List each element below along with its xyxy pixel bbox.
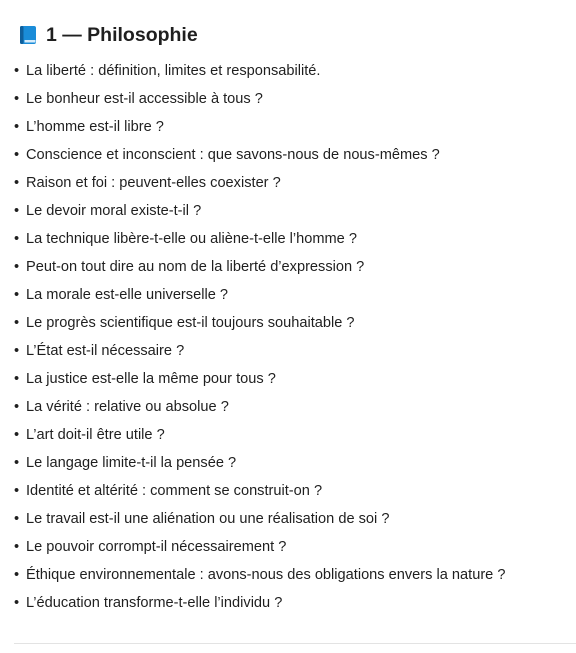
list-item [14,253,505,281]
topic-list [14,57,505,617]
list-item-text: La justice est-elle la même pour tous ? [26,371,276,387]
list-item-text: Le travail est-il une aliénation ou une réalisation de soi ? [26,511,390,527]
bullet-point: • [14,203,20,219]
list-item-text: La liberté : définition, limites et responsabilité. [26,63,321,79]
list-item [14,533,505,561]
list-item [14,309,505,337]
list-item-text: La technique libère-t-elle ou aliène-t-elle l’homme ? [26,231,357,247]
bullet-point: • [14,399,20,415]
bullet-point: • [14,119,20,135]
list-item-text: Peut-on tout dire au nom de la liberté d’expression ? [26,259,365,275]
list-item-text: Le bonheur est-il accessible à tous ? [26,91,263,107]
list-item [14,197,505,225]
bullet-point: • [14,315,20,331]
list-item-text: La vérité : relative ou absolue ? [26,399,229,415]
list-item [14,141,505,169]
bullet-point: • [14,427,20,443]
list-item-text: Le pouvoir corrompt-il nécessairement ? [26,539,287,555]
list-item-text: L’art doit-il être utile ? [26,427,165,443]
bullet-point: • [14,511,20,527]
list-item-text: La morale est-elle universelle ? [26,287,228,303]
list-item-text: Identité et altérité : comment se construit-on ? [26,483,323,499]
bullet-point: • [14,343,20,359]
list-item [14,225,505,253]
bullet-point: • [14,259,20,275]
bullet-point: • [14,287,20,303]
bullet-point: • [14,91,20,107]
list-item [14,393,505,421]
list-item [14,449,505,477]
section-heading [19,22,198,48]
list-item-text: Le progrès scientifique est-il toujours souhaitable ? [26,315,355,331]
list-item [14,365,505,393]
bullet-point: • [14,595,20,611]
list-item-text: Le langage limite-t-il la pensée ? [26,455,237,471]
list-item [14,281,505,309]
bullet-point: • [14,567,20,583]
bullet-point: • [14,147,20,163]
bullet-point: • [14,539,20,555]
divider [14,643,576,644]
list-item-text: Éthique environnementale : avons-nous des obligations envers la nature ? [26,567,506,583]
list-item [14,589,505,617]
list-item [14,85,505,113]
bullet-point: • [14,371,20,387]
list-item-text: L’État est-il nécessaire ? [26,343,185,359]
bullet-point: • [14,231,20,247]
bullet-point: • [14,455,20,471]
bullet-point: • [14,483,20,499]
list-item-text: Le devoir moral existe-t-il ? [26,203,202,219]
list-item [14,505,505,533]
list-item-text: Conscience et inconscient : que savons-nous de nous-mêmes ? [26,147,440,163]
list-item [14,561,505,589]
list-item-text: L’éducation transforme-t-elle l’individu ? [26,595,283,611]
list-item-text: Raison et foi : peuvent-elles coexister ? [26,175,281,191]
bullet-point: • [14,63,20,79]
list-item [14,113,505,141]
list-item [14,477,505,505]
blue-book-icon [19,25,37,45]
list-item [14,421,505,449]
list-item [14,57,505,85]
section-title: 1 — Philosophie [46,23,198,46]
list-item [14,169,505,197]
bullet-point: • [14,175,20,191]
list-item-text: L’homme est-il libre ? [26,119,164,135]
list-item [14,337,505,365]
